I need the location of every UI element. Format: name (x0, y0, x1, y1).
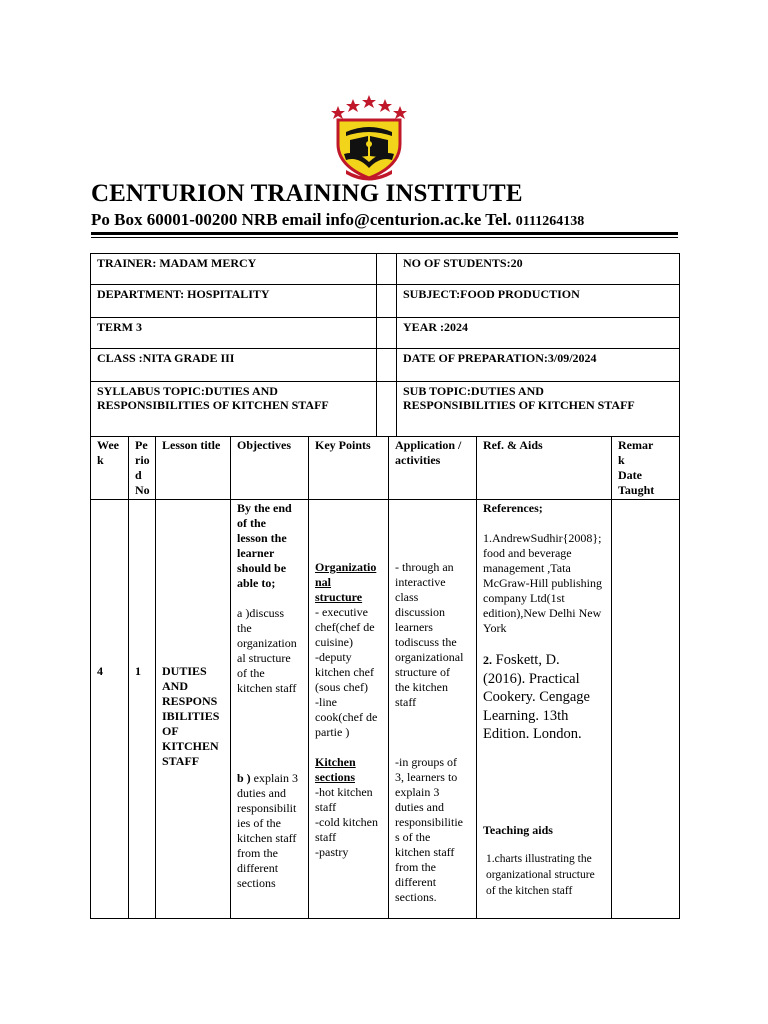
application-line: duties and (395, 800, 444, 814)
header-period-line: Pe (135, 438, 148, 452)
table-header-row (91, 437, 680, 500)
application-line: todiscuss the (395, 635, 457, 649)
objectives-cell (231, 500, 309, 919)
lesson-title-cell (156, 500, 231, 919)
contact-line (91, 210, 584, 230)
objectives-intro-line: should be (237, 561, 287, 575)
header-application (389, 437, 477, 500)
application-line: 3, learners to (395, 770, 458, 784)
year-cell: YEAR :2024 (397, 318, 680, 349)
application-activity-2 (395, 755, 470, 905)
key-point-line: partie ) (315, 725, 350, 739)
objective-b-line: ies of the (237, 816, 281, 830)
key-point-line: chef(chef de (315, 620, 375, 634)
objective-b-line: explain 3 (250, 771, 298, 785)
application-activity-1 (395, 560, 470, 710)
lesson-title-text (162, 664, 224, 769)
objective-b-line: kitchen staff (237, 831, 297, 845)
header-remark-line: Date (618, 468, 642, 482)
header-period-line: No (135, 483, 150, 497)
application-line: interactive (395, 575, 446, 589)
reference-1 (483, 531, 605, 636)
references-cell (477, 500, 612, 919)
objectives-intro-line: learner (237, 546, 275, 560)
sub-topic-cell (397, 382, 680, 437)
reference-line: (2016). Practical (483, 670, 580, 687)
lesson-plan-table (90, 436, 680, 919)
header-remark-line: Remar (618, 438, 654, 452)
key-point-line: -deputy (315, 650, 352, 664)
reference-line: 1.AndrewSudhir{2008}; (483, 531, 602, 545)
objectives-intro-line: By the end (237, 501, 292, 515)
syllabus-topic-cell (91, 382, 377, 437)
header-remark-line: Taught (618, 483, 655, 497)
syllabus-topic-line: RESPONSIBILITIES OF KITCHEN STAFF (97, 398, 329, 412)
application-line: discussion (395, 605, 446, 619)
subject-cell: SUBJECT:FOOD PRODUCTION (397, 285, 680, 318)
sub-topic-line: RESPONSIBILITIES OF KITCHEN STAFF (403, 398, 635, 412)
key-points-org-list (315, 605, 382, 740)
objective-b-first-line (237, 771, 302, 786)
objective-a-line: al structure (237, 651, 291, 665)
remark-cell (612, 500, 680, 919)
application-line: learners (395, 620, 433, 634)
reference-2-first-line (483, 651, 605, 670)
objective-a-line: the (237, 621, 252, 635)
objectives-intro-line: of the (237, 516, 266, 530)
objective-b-line: sections (237, 876, 276, 890)
key-title-line: nal (315, 575, 332, 589)
key-point-line: staff (315, 800, 337, 814)
references-title: References; (483, 501, 543, 515)
spacer-cell (377, 349, 397, 382)
header-rule-thin (91, 237, 678, 238)
key-title-line: sections (315, 770, 355, 784)
objective-a (237, 606, 302, 696)
header-application-line: activities (395, 453, 441, 467)
objective-b-label: b ) (237, 771, 251, 785)
week-cell (91, 500, 129, 919)
teaching-aids-title: Teaching aids (483, 822, 553, 837)
objective-b (237, 771, 302, 891)
application-line: different (395, 875, 437, 889)
application-line: - through an (395, 560, 454, 574)
period-cell (129, 500, 156, 919)
spacer-cell (377, 318, 397, 349)
header-application-line: Application / (395, 438, 462, 452)
reference-line: Foskett, D. (492, 652, 560, 668)
department-cell: DEPARTMENT: HOSPITALITY (91, 285, 377, 318)
objective-b-line: from the (237, 846, 278, 860)
key-point-line: staff (315, 830, 337, 844)
reference-line: York (483, 621, 507, 635)
header-key-points: Key Points (309, 437, 389, 500)
objectives-intro-line: lesson the (237, 531, 287, 545)
application-line: sections. (395, 890, 437, 904)
objective-a-line: of the (237, 666, 265, 680)
header-period-line: d (135, 468, 142, 482)
key-point-line: -cold kitchen (315, 815, 378, 829)
reference-line: Edition. London. (483, 726, 582, 742)
students-cell: NO OF STUDENTS:20 (397, 254, 680, 285)
reference-2-number: 2. (483, 653, 492, 667)
reference-line: company Ltd(1st (483, 591, 565, 605)
header-remark (612, 437, 680, 500)
teaching-aid-line: 1.charts illustrating the (486, 852, 592, 865)
table-row (91, 500, 680, 919)
header-remark-line: k (618, 453, 625, 467)
key-points-sections-title (315, 755, 382, 785)
class-cell: CLASS :NITA GRADE III (91, 349, 377, 382)
period-value: 1 (135, 664, 141, 678)
contact-text: Po Box 60001-00200 NRB email info@centurion.ac.ke Tel. (91, 210, 512, 229)
crest-stars-icon (331, 95, 407, 119)
objective-b-line: different (237, 861, 279, 875)
header-objectives: Objectives (231, 437, 309, 500)
application-line: staff (395, 695, 417, 709)
institution-name: CENTURION TRAINING INSTITUTE (91, 180, 523, 207)
application-line: class (395, 590, 419, 604)
teaching-aid-1 (483, 851, 605, 899)
institute-crest-logo (316, 92, 422, 182)
application-line: s of the (395, 830, 431, 844)
sub-topic-line: SUB TOPIC:DUTIES AND (403, 384, 544, 398)
objectives-intro (237, 501, 302, 591)
spacer-cell (377, 254, 397, 285)
spacer-cell (377, 285, 397, 318)
teaching-aid-line: organizational structure (486, 868, 595, 881)
key-title-line: structure (315, 590, 363, 604)
lesson-title-line: IBILITIES (162, 709, 220, 723)
lesson-title-line: KITCHEN (162, 739, 219, 753)
objective-a-line: organization (237, 636, 297, 650)
key-points-cell (309, 500, 389, 919)
telephone-number: 0111264138 (515, 214, 585, 229)
key-title-line: Organizatio (315, 560, 377, 574)
lesson-title-line: DUTIES (162, 664, 207, 678)
key-point-line: -hot kitchen (315, 785, 373, 799)
application-line: organizational (395, 650, 464, 664)
application-cell (389, 500, 477, 919)
objective-a-line: kitchen staff (237, 681, 297, 695)
teaching-aid-line: of the kitchen staff (486, 884, 573, 897)
term-cell: TERM 3 (91, 318, 377, 349)
key-point-line: cuisine) (315, 635, 353, 649)
reference-line: food and beverage (483, 546, 572, 560)
application-line: structure of (395, 665, 450, 679)
key-point-line: - executive (315, 605, 368, 619)
week-value: 4 (97, 664, 103, 678)
header-period-line: rio (135, 453, 150, 467)
lesson-title-line: STAFF (162, 754, 200, 768)
objective-a-line: a )discuss (237, 606, 284, 620)
preparation-date-cell: DATE OF PREPARATION:3/09/2024 (397, 349, 680, 382)
application-line: from the (395, 860, 436, 874)
header-period (129, 437, 156, 500)
reference-line: edition),New Delhi New (483, 606, 602, 620)
key-title-line: Kitchen (315, 755, 356, 769)
reference-line: Learning. 13th (483, 707, 569, 724)
lesson-title-line: OF (162, 724, 179, 738)
application-line: responsibilitie (395, 815, 463, 829)
reference-line: Cookery. Cengage (483, 689, 590, 705)
trainer-cell: TRAINER: MADAM MERCY (91, 254, 377, 285)
application-line: -in groups of (395, 755, 457, 769)
header-week-line: k (97, 453, 104, 467)
spacer-cell (377, 382, 397, 437)
key-point-line: kitchen chef (315, 665, 374, 679)
key-point-line: -line (315, 695, 337, 709)
header-week-line: Wee (97, 438, 119, 452)
lesson-info-table (90, 253, 680, 437)
key-points-sections-list (315, 785, 382, 860)
objective-b-line: responsibilit (237, 801, 297, 815)
reference-line: McGraw-Hill publishing (483, 576, 602, 590)
key-point-line: -pastry (315, 845, 349, 859)
key-point-line: (sous chef) (315, 680, 368, 694)
header-ref-aids: Ref. & Aids (477, 437, 612, 500)
reference-2 (483, 651, 605, 744)
syllabus-topic-line: SYLLABUS TOPIC:DUTIES AND (97, 384, 278, 398)
lesson-title-line: RESPONS (162, 694, 218, 708)
objective-b-line: duties and (237, 786, 286, 800)
objectives-intro-line: able to; (237, 576, 276, 590)
header-lesson-title: Lesson title (156, 437, 231, 500)
application-line: the kitchen (395, 680, 448, 694)
application-line: explain 3 (395, 785, 440, 799)
lesson-title-line: AND (162, 679, 188, 693)
header-week (91, 437, 129, 500)
application-line: kitchen staff (395, 845, 455, 859)
reference-line: management ,Tata (483, 561, 571, 575)
header-rule-thick (91, 232, 678, 235)
key-point-line: cook(chef de (315, 710, 378, 724)
key-points-org-title (315, 560, 382, 605)
